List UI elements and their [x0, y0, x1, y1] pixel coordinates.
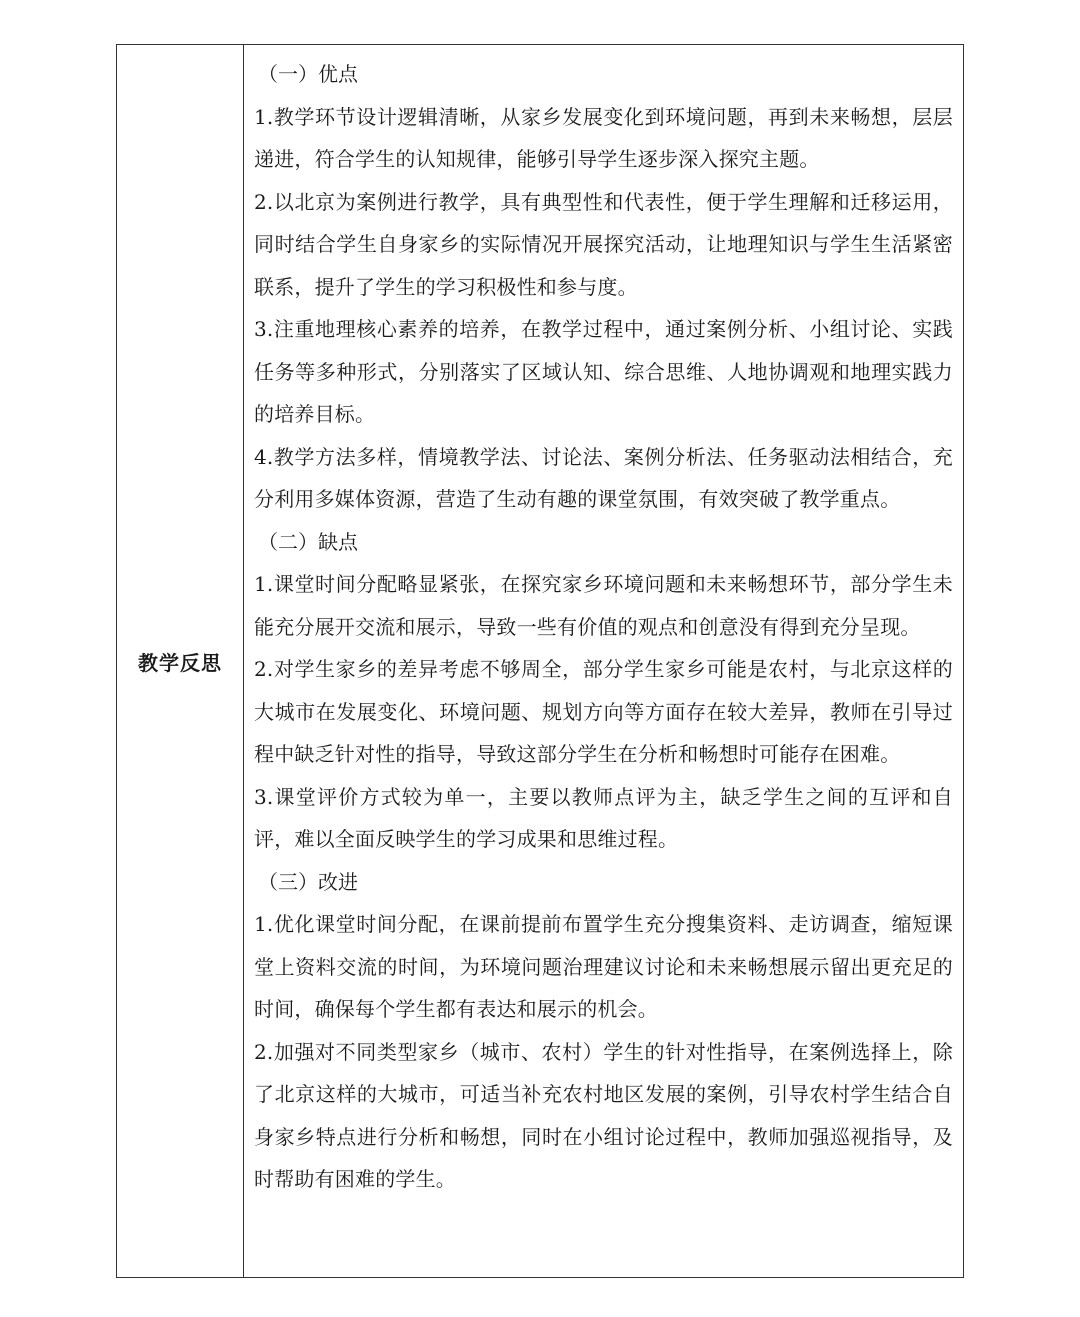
section-heading-strengths: （一）优点: [258, 62, 358, 86]
section-heading-weaknesses: （二）缺点: [258, 529, 358, 554]
weakness-item: 2.对学生家乡的差异考虑不够周全，部分学生家乡可能是农村，与北京这样的大城市在发展变化、环境问题、规划方向等方面存在较大差异，教师在引导过程中缺乏针对性的指导，导致这部分学生在分析和畅想时可能存在困难。: [254, 657, 953, 766]
reflection-table: [116, 44, 964, 1278]
strength-item: 2.以北京为案例进行教学，具有典型性和代表性，便于学生理解和迁移运用，同时结合学生自身家乡的实际情况开展探究活动，让地理知识与学生生活紧密联系，提升了学生的学习积极性和参与度。: [254, 189, 953, 299]
improvement-item: 1.优化课堂时间分配，在课前提前布置学生充分搜集资料、走访调查，缩短课堂上资料交流的时间，为环境问题治理建议讨论和未来畅想展示留出更充足的时间，确保每个学生都有表达和展示的机会。: [254, 912, 953, 1021]
section-heading-improvements: （三）改进: [258, 869, 358, 894]
content-cell: [244, 45, 963, 1277]
weakness-item: 3.课堂评价方式较为单一，主要以教师点评为主，缺乏学生之间的互评和自评，难以全面反映学生的学习成果和思维过程。: [254, 784, 953, 851]
weakness-item: 1.课堂时间分配略显紧张，在探究家乡环境问题和未来畅想环节，部分学生未能充分展开交流和展示，导致一些有价值的观点和创意没有得到充分呈现。: [254, 572, 953, 639]
improvement-item: 2.加强对不同类型家乡（城市、农村）学生的针对性指导，在案例选择上，除了北京这样的大城市，可适当补充农村地区发展的案例，引导农村学生结合自身家乡特点进行分析和畅想，同时在小组讨论过程中，教师加强巡视指导，及时帮助有困难的学生。: [254, 1039, 953, 1191]
strength-item: 4.教学方法多样，情境教学法、讨论法、案例分析法、任务驱动法相结合，充分利用多媒体资源，营造了生动有趣的课堂氛围，有效突破了教学重点。: [254, 444, 953, 511]
label-cell: [117, 45, 244, 1277]
row-label: 教学反思: [138, 650, 222, 675]
strength-item: 1.教学环节设计逻辑清晰，从家乡发展变化到环境问题，再到未来畅想，层层递进，符合学生的认知规律，能够引导学生逐步深入探究主题。: [254, 104, 953, 171]
strength-item: 3.注重地理核心素养的培养，在教学过程中，通过案例分析、小组讨论、实践任务等多种形式，分别落实了区域认知、综合思维、人地协调观和地理实践力的培养目标。: [254, 317, 953, 426]
